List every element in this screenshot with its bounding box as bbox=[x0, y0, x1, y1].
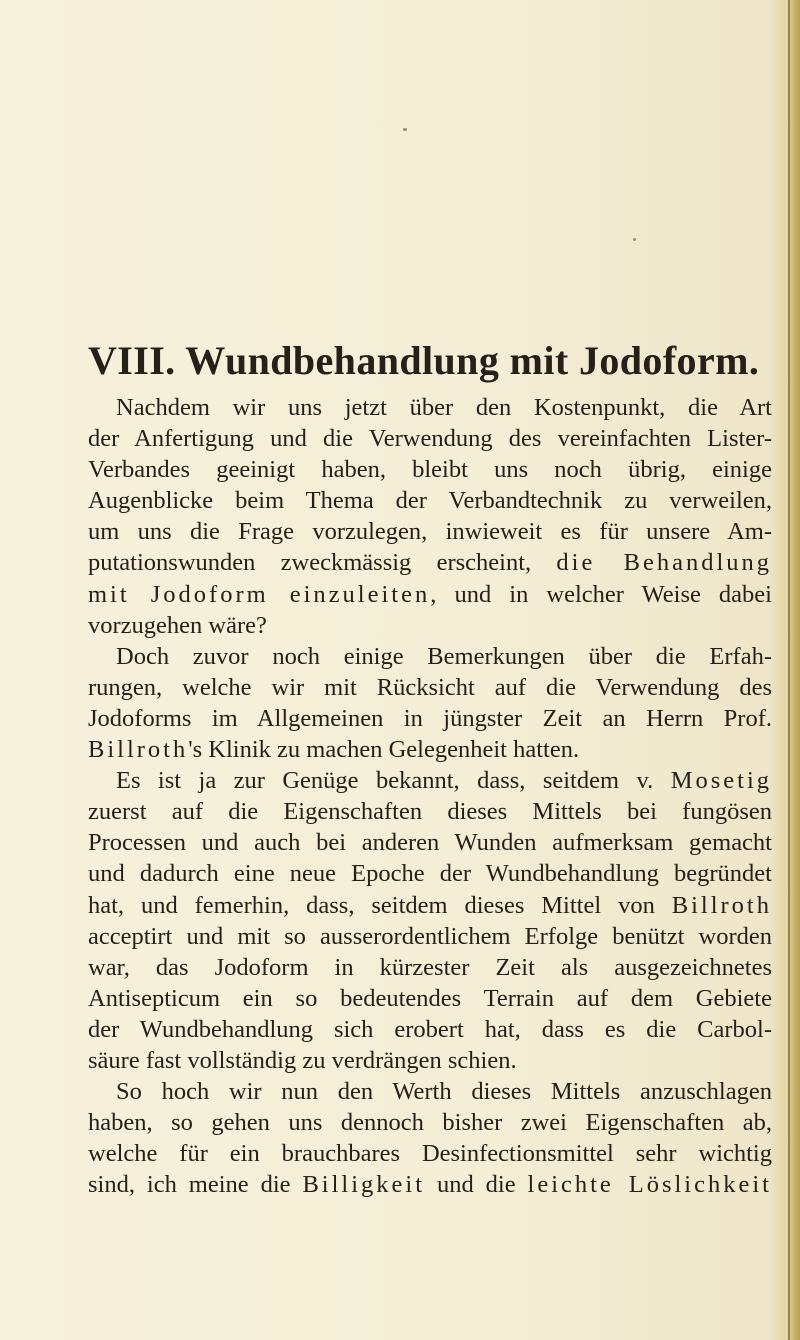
text-line: Jodoforms im Allgemeinen in jüngster Zeit an Herrn Prof. bbox=[88, 704, 772, 732]
text-line: rungen, welche wir mit Rücksicht auf die Verwendung des bbox=[88, 673, 772, 701]
text-line: acceptirt und mit so ausserordentlichem Erfolge benützt worden bbox=[88, 922, 772, 950]
text-line: welche für ein brauchbares Desinfectionsmittel sehr wichtig bbox=[88, 1140, 772, 1168]
text-line: Augenblicke beim Thema der Verbandtechnik zu verweilen, bbox=[88, 487, 772, 515]
paper-speck bbox=[403, 128, 407, 131]
emphasized-text: leichte Löslichkeit bbox=[527, 1171, 772, 1199]
text-line: Billroth's Klinik zu machen Gelegenheit hatten. bbox=[88, 736, 580, 764]
text-line: Es ist ja zur Genüge bekannt, dass, seitdem v. Mosetig bbox=[116, 767, 772, 795]
text-line: Doch zuvor noch einige Bemerkungen über die Erfah- bbox=[116, 642, 772, 670]
text-line: So hoch wir nun den Werth dieses Mittels anzuschlagen bbox=[116, 1078, 772, 1106]
text-line: hat, und femerhin, dass, seitdem dieses Mittel von Billroth bbox=[88, 891, 772, 919]
text-line: war, das Jodoform in kürzester Zeit als ausgezeichnetes bbox=[88, 953, 772, 981]
text-line: mit Jodoform einzuleiten, und in welcher Weise dabei bbox=[88, 580, 772, 608]
text-line: Nachdem wir uns jetzt über den Kostenpunkt, die Art bbox=[116, 394, 772, 421]
emphasized-text: Billigkeit bbox=[302, 1171, 426, 1199]
text-line: um uns die Frage vorzulegen, inwieweit es für unsere Am- bbox=[88, 518, 772, 546]
text-line: der Anfertigung und die Verwendung des vereinfachten Lister- bbox=[88, 425, 772, 453]
text-line: haben, so gehen uns dennoch bisher zwei Eigenschaften ab, bbox=[88, 1109, 772, 1137]
emphasized-text: Mosetig bbox=[670, 767, 772, 795]
text-line: Processen und auch bei anderen Wunden aufmerksam gemacht bbox=[88, 829, 772, 857]
emphasized-text: Billroth bbox=[88, 736, 189, 764]
emphasized-text: die Behandlung bbox=[556, 549, 773, 577]
text-line: Verbandes geeinigt haben, bleibt uns noch übrig, einige bbox=[88, 456, 772, 484]
emphasized-text: Billroth bbox=[671, 891, 772, 919]
emphasized-text: mit Jodoform einzuleiten bbox=[88, 580, 431, 608]
text-line: zuerst auf die Eigenschaften dieses Mittels bei fungösen bbox=[88, 798, 772, 826]
text-line: Antisepticum ein so bedeutendes Terrain auf dem Gebiete bbox=[88, 984, 772, 1012]
chapter-heading: VIII. Wundbehandlung mit Jodoform. bbox=[88, 338, 760, 383]
text-line: putationswunden zweckmässig erscheint, die Behandlung bbox=[88, 549, 773, 577]
text-line: sind, ich meine die Billigkeit und die leichte Löslichkeit bbox=[88, 1171, 772, 1199]
text-line: vorzugehen wäre? bbox=[88, 611, 267, 639]
page-edge-line bbox=[788, 0, 790, 1340]
paper-speck bbox=[633, 238, 636, 241]
text-line: der Wundbehandlung sich erobert hat, dass es die Carbol- bbox=[88, 1015, 772, 1043]
body-text bbox=[88, 392, 772, 1200]
text-line: und dadurch eine neue Epoche der Wundbehandlung begründet bbox=[88, 860, 772, 888]
text-line: säure fast vollständig zu verdrängen schien. bbox=[88, 1046, 517, 1074]
